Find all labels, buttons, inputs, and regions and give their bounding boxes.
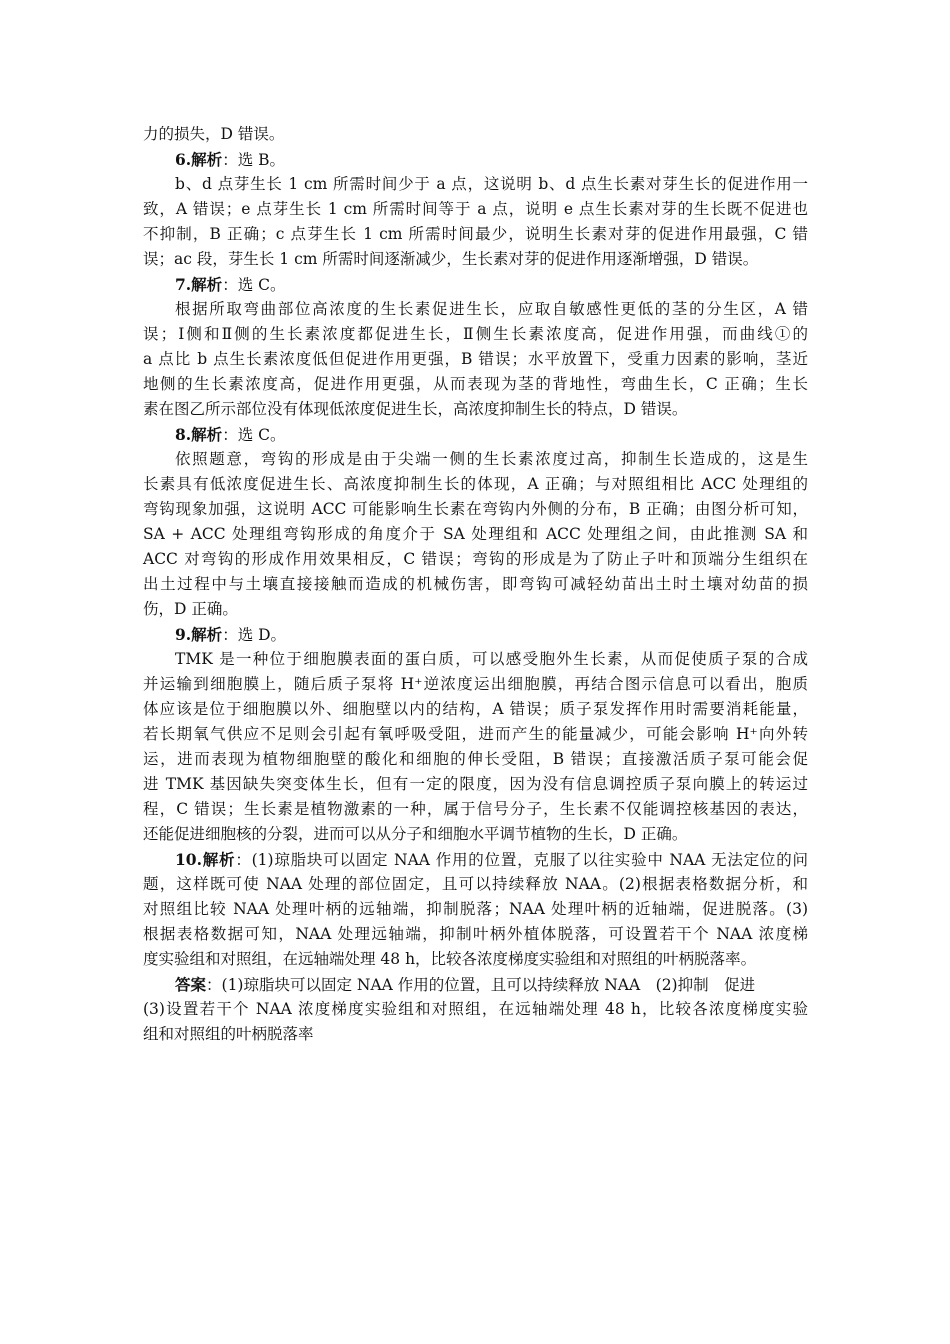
text-line: 素在图乙所示部位没有体现低浓度促进生长，高浓度抑制生长的特点，D 错误。 [143, 400, 688, 418]
text-line: 7.解析：选 C。 [175, 275, 286, 294]
text-line: 弯钩现象加强，这说明 ACC 可能影响生长素在弯钩内外侧的分布，B 正确；由图分析可知， [143, 500, 808, 518]
text-line: 依照题意，弯钩的形成是由于尖端一侧的生长素浓度过高，抑制生长造成的，这是生 [175, 450, 808, 468]
section-heading: 7.解析 [175, 275, 223, 294]
text-line: 误；Ⅰ侧和Ⅱ侧的生长素浓度都促进生长，Ⅱ侧生长素浓度高，促进作用强，而曲线①的 [143, 325, 808, 343]
text-line: 误；ac 段，芽生长 1 cm 所需时间逐渐减少，生长素对芽的促进作用逐渐增强，D 错误。 [143, 250, 759, 268]
section-heading: 10.解析 [175, 850, 236, 869]
text-line: 运，进而表现为植物细胞壁的酸化和细胞的伸长受阻，B 错误；直接激活质子泵可能会促 [143, 750, 808, 768]
text-line: ACC 对弯钩的形成作用效果相反，C 错误；弯钩的形成是为了防止子叶和顶端分生组织在 [143, 550, 808, 568]
text-line: 根据所取弯曲部位高浓度的生长素促进生长，应取自敏感性更低的茎的分生区，A 错 [175, 300, 808, 318]
text-line: 不抑制，B 正确；c 点芽生长 1 cm 所需时间最少，说明生长素对芽的促进作用最强，C 错 [143, 225, 808, 243]
text-line: TMK 是一种位于细胞膜表面的蛋白质，可以感受胞外生长素，从而促使质子泵的合成 [175, 650, 808, 668]
text-line: 根据表格数据可知，NAA 处理远轴端，抑制叶柄外植体脱落，可设置若干个 NAA 浓度梯 [143, 925, 808, 943]
text-line: 组和对照组的叶柄脱落率 [143, 1025, 314, 1043]
answer-explanation-text [143, 122, 808, 1047]
section-heading: 6.解析 [175, 150, 223, 169]
text-line: 10.解析：(1)琼脂块可以固定 NAA 作用的位置，克服了以往实验中 NAA 无法定位的问 [175, 850, 808, 869]
text-line: 答案：(1)琼脂块可以固定 NAA 作用的位置，且可以持续释放 NAA (2)抑制 促进 [175, 975, 756, 994]
text-line: 程，C 错误；生长素是植物激素的一种，属于信号分子，生长素不仅能调控核基因的表达， [143, 800, 808, 818]
text-line: 力的损失，D 错误。 [143, 125, 285, 143]
text-line: b、d 点芽生长 1 cm 所需时间少于 a 点，这说明 b、d 点生长素对芽生长的促进作用一 [175, 175, 808, 193]
text-line: a 点比 b 点生长素浓度低但促进作用更强，B 错误；水平放置下，受重力因素的影响，茎近 [143, 350, 808, 368]
text-line: 体应该是位于细胞膜以外、细胞壁以内的结构，A 错误；质子泵发挥作用时需要消耗能量， [143, 700, 808, 718]
text-line: 进 TMK 基因缺失突变体生长，但有一定的限度，因为没有信息调控质子泵向膜上的转运过 [143, 775, 808, 793]
text-line: (3)设置若干个 NAA 浓度梯度实验组和对照组，在远轴端处理 48 h，比较各浓度梯度实验 [143, 1000, 808, 1018]
section-heading: 9.解析 [175, 625, 223, 644]
text-line: 6.解析：选 B。 [175, 150, 286, 169]
text-line: 对照组比较 NAA 处理叶柄的远轴端，抑制脱落；NAA 处理叶柄的近轴端，促进脱落。(3) [143, 900, 808, 918]
text-line: 致，A 错误；e 点芽生长 1 cm 所需时间等于 a 点，说明 e 点生长素对芽的生长既不促进也 [143, 200, 808, 218]
text-line: 伤，D 正确。 [143, 600, 238, 618]
text-line: 度实验组和对照组，在远轴端处理 48 h，比较各浓度梯度实验组和对照组的叶柄脱落率。 [143, 950, 757, 968]
text-line: 长素具有低浓度促进生长、高浓度抑制生长的体现，A 正确；与对照组相比 ACC 处理组的 [143, 475, 808, 493]
section-heading: 答案 [175, 975, 207, 994]
text-line: SA + ACC 处理组弯钩形成的角度介于 SA 处理组和 ACC 处理组之间，由此推测 SA 和 [143, 525, 808, 543]
text-line: 题，这样既可使 NAA 处理的部位固定，且可以持续释放 NAA。(2)根据表格数据分析，和 [143, 875, 808, 893]
text-line: 地侧的生长素浓度高，促进作用更强，从而表现为茎的背地性，弯曲生长，C 正确；生长 [143, 375, 808, 393]
text-line: 8.解析：选 C。 [175, 425, 286, 444]
text-line: 出土过程中与土壤直接接触而造成的机械伤害，即弯钩可减轻幼苗出土时土壤对幼苗的损 [143, 575, 808, 593]
text-line: 若长期氧气供应不足则会引起有氧呼吸受阻，进而产生的能量减少，可能会影响 H⁺向外转 [143, 725, 808, 743]
section-heading: 8.解析 [175, 425, 223, 444]
text-line: 还能促进细胞核的分裂，进而可以从分子和细胞水平调节植物的生长，D 正确。 [143, 825, 688, 843]
text-line: 9.解析：选 D。 [175, 625, 287, 644]
text-line: 并运输到细胞膜上，随后质子泵将 H⁺逆浓度运出细胞膜，再结合图示信息可以看出，胞质 [143, 675, 808, 693]
